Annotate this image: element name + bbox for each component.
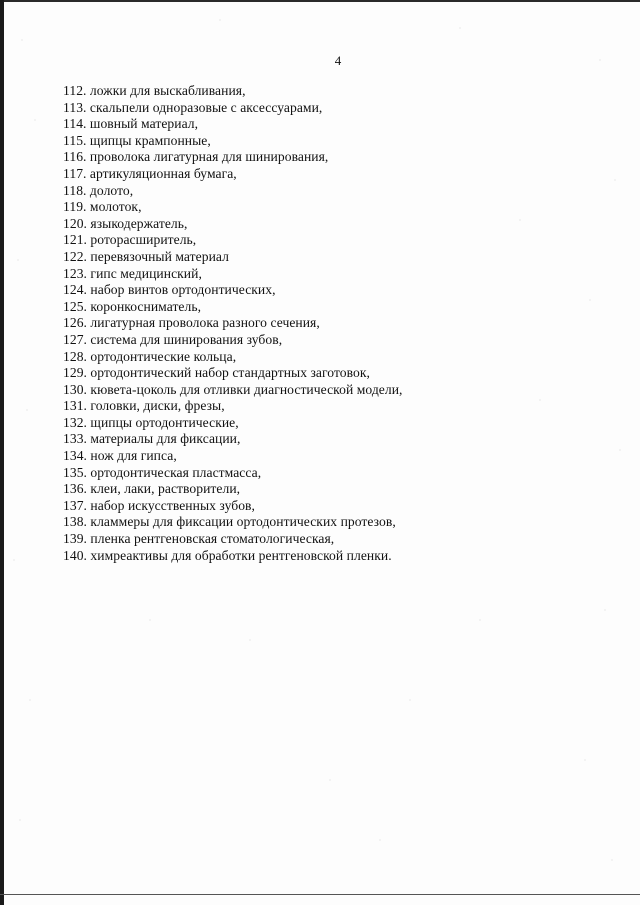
list-item: 123. гипс медицинский, [63,265,202,281]
scan-border-left [0,0,4,905]
scan-border-top [0,0,640,2]
list-item: 125. коронкосниматель, [63,298,202,314]
list-item: 127. система для шинирования зубов, [63,331,283,347]
list-item: 139. пленка рентгеновская стоматологическая, [63,531,335,547]
list-item: 138. кламмеры для фиксации ортодонтических протезов, [63,514,396,530]
list-item: 120. языкодержатель, [63,215,188,231]
list-item: 126. лигатурная проволока разного сечения, [63,315,320,331]
list-item: 140. химреактивы для обработки рентгеновской пленки. [63,547,392,563]
list-item: 112. ложки для выскабливания, [63,83,246,98]
list-item: 119. молоток, [63,199,142,215]
list-item: 115. щипцы крампонные, [63,132,211,148]
list-item: 114. шовный материал, [63,116,199,132]
list-item: 135. ортодонтическая пластмасса, [63,464,262,480]
list-item: 118. долото, [63,182,134,198]
scan-border-bottom [0,894,640,895]
page-number: 4 [334,53,342,68]
list-item: 129. ортодонтический набор стандартных заготовок, [63,365,370,381]
list-item: 134. нож для гипса, [63,448,177,464]
list-item: 121. роторасширитель, [63,232,197,248]
list-item: 133. материалы для фиксации, [63,431,241,447]
list-item: 113. скальпели одноразовые с аксессуарами, [63,99,323,115]
list-item: 117. артикуляционная бумага, [63,165,237,181]
list-item: 132. щипцы ортодонтические, [63,414,239,430]
list-item: 136. клеи, лаки, растворители, [63,481,241,497]
list-item: 130. кювета-цоколь для отливки диагностической модели, [63,381,403,397]
list-item: 124. набор винтов ортодонтических, [63,282,276,298]
list-item: 128. ортодонтические кольца, [63,348,237,364]
list-item: 116. проволока лигатурная для шинирования, [63,149,329,165]
list-item: 122. перевязочный материал [63,248,229,264]
list-item: 131. головки, диски, фрезы, [63,398,225,414]
equipment-list [63,83,403,564]
list-item: 137. набор искусственных зубов, [63,497,255,513]
